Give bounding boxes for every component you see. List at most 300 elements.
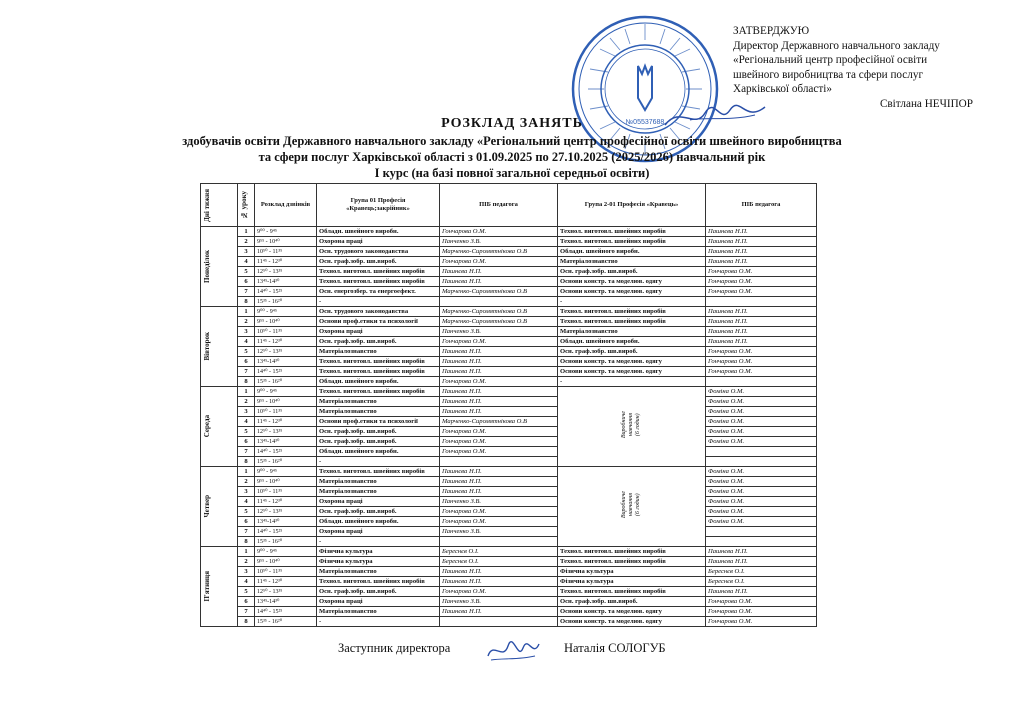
lesson-number: 3 [238, 247, 255, 257]
lesson-time: 9⁵⁵ - 10⁴⁰ [255, 237, 317, 247]
group2-subject: Осн. граф.зобр. шв.вироб. [558, 597, 706, 607]
group1-subject: Технол. виготовл. швейних виробів [317, 367, 440, 377]
group2-teacher: Пашнєва Н.П. [706, 247, 817, 257]
lesson-number: 4 [238, 417, 255, 427]
group2-teacher [706, 447, 817, 457]
lesson-number: 5 [238, 347, 255, 357]
lesson-number: 4 [238, 577, 255, 587]
group2-subject: Основи констр. та моделюв. одягу [558, 367, 706, 377]
approval-line: Директор Державного навчального закладу [733, 39, 940, 52]
lesson-number: 6 [238, 437, 255, 447]
group2-teacher: Фоміна О.М. [706, 407, 817, 417]
lesson-number: 7 [238, 447, 255, 457]
lesson-time: 10⁵⁰ - 11³⁵ [255, 327, 317, 337]
day-name: Понеділок [203, 250, 211, 283]
lesson-time: 12⁵⁰ - 13³⁵ [255, 267, 317, 277]
table-row [201, 477, 817, 487]
group1-subject: Охорона праці [317, 497, 440, 507]
group1-subject: Осн. енергозбер. та енергоефект. [317, 287, 440, 297]
group1-subject: Технол. виготовл. швейних виробів [317, 577, 440, 587]
group1-subject: Осн. граф.зобр. шв.вироб. [317, 587, 440, 597]
group1-subject: Обладн. швейного виробн. [317, 227, 440, 237]
group2-teacher: Фоміна О.М. [706, 507, 817, 517]
group2-teacher: Гончарова О.М. [706, 287, 817, 297]
lesson-time: 14⁴⁰ - 15²⁵ [255, 367, 317, 377]
lesson-time: 12⁵⁰ - 13³⁵ [255, 427, 317, 437]
approval-title: ЗАТВЕРДЖУЮ [733, 25, 810, 37]
group1-teacher [440, 537, 558, 547]
lesson-time: 14⁴⁰ - 15²⁵ [255, 287, 317, 297]
table-row [201, 567, 817, 577]
lesson-number: 1 [238, 227, 255, 237]
table-row [201, 347, 817, 357]
group1-subject: Матеріалознавство [317, 397, 440, 407]
table-row [201, 257, 817, 267]
table-row [201, 617, 817, 627]
group2-teacher: Фоміна О.М. [706, 427, 817, 437]
lesson-time: 11⁴⁵ - 12³⁰ [255, 497, 317, 507]
lesson-number: 4 [238, 257, 255, 267]
group2-teacher: Пашнєва Н.П. [706, 337, 817, 347]
lesson-number: 6 [238, 597, 255, 607]
group1-teacher: Пашнєва Н.П. [440, 577, 558, 587]
lesson-number: 1 [238, 307, 255, 317]
group1-subject: Фізична культура [317, 557, 440, 567]
schedule-table [200, 183, 817, 627]
group2-teacher: Фоміна О.М. [706, 417, 817, 427]
table-row [201, 557, 817, 567]
practice-label: Виробниче навчання (6 годин) [621, 491, 641, 519]
lesson-time: 14⁴⁰ - 15²⁵ [255, 447, 317, 457]
group1-subject: Матеріалознавство [317, 487, 440, 497]
group1-teacher: Марченко-Сиромятнікова О.В [440, 287, 558, 297]
group1-teacher [440, 297, 558, 307]
group2-subject: Технол. виготовл. швейних виробів [558, 317, 706, 327]
group2-teacher: Пашнєва Н.П. [706, 227, 817, 237]
lesson-number: 1 [238, 547, 255, 557]
group1-subject: Матеріалознавство [317, 607, 440, 617]
group1-subject: Технол. виготовл. швейних виробів [317, 387, 440, 397]
lesson-number: 4 [238, 337, 255, 347]
group1-teacher: Гончарова О.М. [440, 437, 558, 447]
lesson-number: 7 [238, 607, 255, 617]
group1-subject: Матеріалознавство [317, 567, 440, 577]
table-row [201, 517, 817, 527]
lesson-number: 1 [238, 467, 255, 477]
group2-teacher: Фоміна О.М. [706, 487, 817, 497]
group1-subject: Обладн. швейного виробн. [317, 447, 440, 457]
table-row [201, 507, 817, 517]
group1-teacher [440, 457, 558, 467]
table-row [201, 397, 817, 407]
lesson-number: 3 [238, 487, 255, 497]
lesson-number: 8 [238, 297, 255, 307]
lesson-number: 8 [238, 537, 255, 547]
group1-subject: Обладн. швейного виробн. [317, 377, 440, 387]
lesson-time: 9⁰⁰ - 9⁴⁵ [255, 387, 317, 397]
group1-teacher: Пашнєва Н.П. [440, 347, 558, 357]
group1-teacher: Пашнєва Н.П. [440, 567, 558, 577]
group2-subject: Фізична культура [558, 567, 706, 577]
lesson-time: 9⁰⁰ - 9⁴⁵ [255, 547, 317, 557]
group2-teacher [706, 537, 817, 547]
table-row [201, 317, 817, 327]
lesson-number: 2 [238, 557, 255, 567]
group1-subject: Охорона праці [317, 237, 440, 247]
lesson-number: 5 [238, 507, 255, 517]
lesson-number: 5 [238, 427, 255, 437]
lesson-number: 3 [238, 567, 255, 577]
group1-teacher: Панченко З.В. [440, 597, 558, 607]
group1-teacher: Гончарова О.М. [440, 587, 558, 597]
group2-subject: Обладн. швейного виробн. [558, 247, 706, 257]
table-row [201, 267, 817, 277]
table-row [201, 597, 817, 607]
group2-teacher: Пашнєва Н.П. [706, 237, 817, 247]
group1-teacher: Гончарова О.М. [440, 227, 558, 237]
lesson-time: 11⁴⁵ - 12³⁰ [255, 577, 317, 587]
group2-teacher: Гончарова О.М. [706, 597, 817, 607]
group2-teacher: Пашнєва Н.П. [706, 547, 817, 557]
group2-teacher: Пашнєва Н.П. [706, 587, 817, 597]
lesson-number: 7 [238, 287, 255, 297]
group1-teacher: Марченко-Сиромятнікова О.В [440, 417, 558, 427]
group1-teacher: Марченко-Сиромятнікова О.В [440, 317, 558, 327]
group1-teacher: Гончарова О.М. [440, 517, 558, 527]
day-cell [201, 387, 238, 467]
group2-teacher: Пашнєва Н.П. [706, 257, 817, 267]
lesson-time: 11⁴⁵ - 12³⁰ [255, 337, 317, 347]
table-row [201, 417, 817, 427]
group1-teacher: Панченко З.В. [440, 327, 558, 337]
table-row [201, 537, 817, 547]
group1-subject: Матеріалознавство [317, 347, 440, 357]
group2-teacher: Гончарова О.М. [706, 357, 817, 367]
group1-subject: Технол. виготовл. швейних виробів [317, 357, 440, 367]
lesson-number: 3 [238, 327, 255, 337]
lesson-number: 3 [238, 407, 255, 417]
lesson-time: 9⁵⁵ - 10⁴⁰ [255, 317, 317, 327]
group2-subject: Технол. виготовл. швейних виробів [558, 307, 706, 317]
group1-teacher: Пашнєва Н.П. [440, 487, 558, 497]
group1-subject: Технол. виготовл. швейних виробів [317, 277, 440, 287]
group1-subject: Фізична культура [317, 547, 440, 557]
lesson-number: 8 [238, 617, 255, 627]
table-row [201, 547, 817, 557]
lesson-number: 2 [238, 317, 255, 327]
group2-subject: Технол. виготовл. швейних виробів [558, 227, 706, 237]
lesson-time: 11⁴⁵ - 12³⁰ [255, 417, 317, 427]
lesson-time: 13⁴⁵-14³⁰ [255, 277, 317, 287]
table-row [201, 407, 817, 417]
group1-teacher: Пашнєва Н.П. [440, 267, 558, 277]
day-name: Вівторок [203, 332, 211, 361]
group2-subject: - [558, 297, 706, 307]
lesson-time: 13⁴⁵-14³⁰ [255, 357, 317, 367]
group2-teacher: Гончарова О.М. [706, 347, 817, 357]
day-name: Четвер [203, 495, 211, 518]
col-day: Дні тижня [201, 184, 238, 227]
lesson-number: 2 [238, 477, 255, 487]
subtitle-line: І курс (на базі повної загальної середньої освіти) [374, 166, 650, 180]
group1-subject: Осн. граф.зобр. шв.вироб. [317, 427, 440, 437]
approval-line: швейного виробництва та сфери послуг [733, 68, 924, 81]
group1-subject: Осн. трудового законодавства [317, 247, 440, 257]
lesson-number: 5 [238, 267, 255, 277]
group1-subject: Охорона праці [317, 327, 440, 337]
table-row [201, 367, 817, 377]
group2-teacher: Фоміна О.М. [706, 397, 817, 407]
table-row [201, 307, 817, 317]
group2-teacher [706, 527, 817, 537]
group1-teacher: Панченко З.В. [440, 497, 558, 507]
group1-teacher: Пашнєва Н.П. [440, 467, 558, 477]
group2-subject: Основи констр. та моделюв. одягу [558, 287, 706, 297]
practice-cell [558, 467, 706, 547]
group2-teacher: Фоміна О.М. [706, 497, 817, 507]
group1-teacher: Гончарова О.М. [440, 337, 558, 347]
approval-signer: Світлана НЕЧІПОР [879, 97, 973, 110]
group2-teacher: Фоміна О.М. [706, 477, 817, 487]
group1-teacher: Пашнєва Н.П. [440, 607, 558, 617]
table-header-row [201, 184, 817, 227]
group1-teacher: Гончарова О.М. [440, 427, 558, 437]
group2-subject: Технол. виготовл. швейних виробів [558, 557, 706, 567]
subtitle-line: та сфери послуг Харківської області з 01.09.2025 по 27.10.2025 (2025/2026) навчальний рік [258, 150, 766, 164]
table-row [201, 357, 817, 367]
group1-subject: Осн. трудового законодавства [317, 307, 440, 317]
group2-teacher: Гончарова О.М. [706, 277, 817, 287]
group1-subject: Осн. граф.зобр. шв.вироб. [317, 437, 440, 447]
group1-subject: Технол. виготовл. швейних виробів [317, 267, 440, 277]
group2-subject: Основи констр. та моделюв. одягу [558, 617, 706, 627]
group1-teacher: Гончарова О.М. [440, 447, 558, 457]
lesson-time: 9⁵⁵ - 10⁴⁰ [255, 477, 317, 487]
lesson-time: 15³⁵ - 16²⁰ [255, 537, 317, 547]
lesson-time: 12⁵⁰ - 13³⁵ [255, 587, 317, 597]
group1-subject: - [317, 537, 440, 547]
group2-teacher [706, 377, 817, 387]
group1-teacher: Панченко З.В. [440, 527, 558, 537]
group1-subject: Осн. граф.зобр. шв.вироб. [317, 337, 440, 347]
col-bells: Розклад дзвінків [255, 184, 317, 227]
footer-name: Наталія СОЛОГУБ [564, 641, 666, 655]
table-row [201, 577, 817, 587]
group2-subject: Технол. виготовл. швейних виробів [558, 547, 706, 557]
lesson-time: 14⁴⁰ - 15²⁵ [255, 607, 317, 617]
group1-teacher: Пашнєва Н.П. [440, 277, 558, 287]
lesson-number: 7 [238, 367, 255, 377]
group1-teacher [440, 617, 558, 627]
lesson-number: 4 [238, 497, 255, 507]
group2-teacher: Фоміна О.М. [706, 517, 817, 527]
group1-subject: Матеріалознавство [317, 477, 440, 487]
group1-subject: Основи проф.етики та психології [317, 317, 440, 327]
approval-line: Харківської області» [733, 83, 832, 95]
table-row [201, 297, 817, 307]
lesson-number: 8 [238, 457, 255, 467]
group2-subject: Технол. виготовл. швейних виробів [558, 237, 706, 247]
group1-teacher: Гончарова О.М. [440, 377, 558, 387]
lesson-time: 10⁵⁰ - 11³⁵ [255, 567, 317, 577]
table-row [201, 337, 817, 347]
table-row [201, 247, 817, 257]
lesson-time: 10⁵⁰ - 11³⁵ [255, 247, 317, 257]
group1-subject: Основи проф.етики та психології [317, 417, 440, 427]
lesson-time: 9⁵⁵ - 10⁴⁰ [255, 557, 317, 567]
table-row [201, 497, 817, 507]
lesson-time: 15³⁵ - 16²⁰ [255, 457, 317, 467]
group1-teacher: Пашнєва Н.П. [440, 407, 558, 417]
table-row [201, 237, 817, 247]
table-row [201, 427, 817, 437]
group2-teacher [706, 457, 817, 467]
group2-subject: Осн. граф.зобр. шв.вироб. [558, 347, 706, 357]
group2-subject: Основи констр. та моделюв. одягу [558, 277, 706, 287]
group1-teacher: Марченко-Сиромятнікова О.В [440, 247, 558, 257]
lesson-time: 9⁵⁵ - 10⁴⁰ [255, 397, 317, 407]
col-teacher1: ПІБ педагога [440, 184, 558, 227]
lesson-time: 9⁰⁰ - 9⁴⁵ [255, 307, 317, 317]
group2-teacher: Фоміна О.М. [706, 467, 817, 477]
lesson-time: 10⁵⁰ - 11³⁵ [255, 487, 317, 497]
lesson-time: 11⁴⁵ - 12³⁰ [255, 257, 317, 267]
group2-subject: Матеріалознавство [558, 257, 706, 267]
table-row [201, 527, 817, 537]
lesson-time: 13⁴⁵-14³⁰ [255, 437, 317, 447]
footer-position: Заступник директора [338, 641, 451, 655]
group1-subject: - [317, 297, 440, 307]
table-row [201, 607, 817, 617]
lesson-time: 13⁴⁵-14³⁰ [255, 517, 317, 527]
approval-line: «Регіональний центр професійної освіти [733, 54, 928, 66]
group1-subject: Осн. граф.зобр. шв.вироб. [317, 257, 440, 267]
table-row [201, 487, 817, 497]
lesson-number: 7 [238, 527, 255, 537]
group2-teacher: Фоміна О.М. [706, 387, 817, 397]
table-row [201, 587, 817, 597]
group1-teacher: Гончарова О.М. [440, 257, 558, 267]
group1-teacher: Пашнєва Н.П. [440, 397, 558, 407]
group2-subject: Технол. виготовл. швейних виробів [558, 587, 706, 597]
lesson-time: 14⁴⁰ - 15²⁵ [255, 527, 317, 537]
group1-teacher: Гончарова О.М. [440, 507, 558, 517]
lesson-time: 15³⁵ - 16²⁰ [255, 297, 317, 307]
lesson-number: 2 [238, 397, 255, 407]
lesson-number: 8 [238, 377, 255, 387]
practice-label: Виробниче навчання (6 годин) [621, 411, 641, 439]
lesson-time: 12⁵⁰ - 13³⁵ [255, 347, 317, 357]
group2-subject: Осн. граф.зобр. шв.вироб. [558, 267, 706, 277]
table-row [201, 377, 817, 387]
group2-subject: Обладн. швейного виробн. [558, 337, 706, 347]
day-name: П'ятниця [203, 571, 211, 602]
group1-teacher: Пашнєва Н.П. [440, 367, 558, 377]
group2-subject: Основи констр. та моделюв. одягу [558, 357, 706, 367]
group2-teacher [706, 297, 817, 307]
group1-subject: Охорона праці [317, 527, 440, 537]
col-group1: Група 01 Професія «Кравець;закрійник» [317, 184, 440, 227]
col-num: № уроку [238, 184, 255, 227]
group1-teacher: Береснєв О.І. [440, 547, 558, 557]
col-teacher2: ПІБ педагога [706, 184, 817, 227]
group1-teacher: Пашнєва Н.П. [440, 477, 558, 487]
col-group2: Група 2-01 Професія «Кравець» [558, 184, 706, 227]
group1-teacher: Панченко З.В. [440, 237, 558, 247]
deputy-signature-icon [483, 636, 543, 666]
group2-teacher: Гончарова О.М. [706, 617, 817, 627]
subtitle-line: здобувачів освіти Державного навчального закладу «Регіональний центр професійної освіти швейного виробництва [182, 134, 842, 148]
lesson-time: 13⁴⁵-14³⁰ [255, 597, 317, 607]
group1-subject: Технол. виготовл. швейних виробів [317, 467, 440, 477]
stamp-code: №05537688 [625, 119, 665, 126]
group1-subject: - [317, 457, 440, 467]
table-row [201, 437, 817, 447]
lesson-time: 15³⁵ - 16²⁰ [255, 617, 317, 627]
group2-teacher: Пашнєва Н.П. [706, 317, 817, 327]
group1-teacher: Марченко-Сиромятнікова О.В [440, 307, 558, 317]
group1-teacher: Пашнєва Н.П. [440, 357, 558, 367]
lesson-time: 15³⁵ - 16²⁰ [255, 377, 317, 387]
group1-subject: Осн. граф.зобр. шв.вироб. [317, 507, 440, 517]
lesson-number: 1 [238, 387, 255, 397]
group1-subject: Обладн. швейного виробн. [317, 517, 440, 527]
lesson-time: 10⁵⁰ - 11³⁵ [255, 407, 317, 417]
group1-subject: - [317, 617, 440, 627]
table-row [201, 387, 817, 397]
group2-teacher: Пашнєва Н.П. [706, 327, 817, 337]
group2-teacher: Пашнєва Н.П. [706, 557, 817, 567]
group2-subject: Фізична культура [558, 577, 706, 587]
group2-subject: - [558, 377, 706, 387]
group1-teacher: Береснєв О.І. [440, 557, 558, 567]
lesson-time: 9⁰⁰ - 9⁴⁵ [255, 227, 317, 237]
lesson-number: 6 [238, 517, 255, 527]
table-row [201, 277, 817, 287]
group2-subject: Основи констр. та моделюв. одягу [558, 607, 706, 617]
day-cell [201, 307, 238, 387]
table-row [201, 467, 817, 477]
lesson-number: 6 [238, 277, 255, 287]
group2-subject: Матеріалознавство [558, 327, 706, 337]
day-cell [201, 467, 238, 547]
group2-teacher: Береснєв О.І. [706, 567, 817, 577]
group2-teacher: Береснєв О.І. [706, 577, 817, 587]
table-row [201, 457, 817, 467]
group1-subject: Охорона праці [317, 597, 440, 607]
lesson-time: 12⁵⁰ - 13³⁵ [255, 507, 317, 517]
practice-cell [558, 387, 706, 467]
table-row [201, 327, 817, 337]
day-name: Середа [203, 415, 211, 438]
day-cell [201, 547, 238, 627]
lesson-number: 2 [238, 237, 255, 247]
group2-teacher: Гончарова О.М. [706, 267, 817, 277]
group1-subject: Матеріалознавство [317, 407, 440, 417]
group2-teacher: Гончарова О.М. [706, 607, 817, 617]
lesson-number: 5 [238, 587, 255, 597]
lesson-number: 6 [238, 357, 255, 367]
group2-teacher: Гончарова О.М. [706, 367, 817, 377]
table-row [201, 447, 817, 457]
lesson-time: 9⁰⁰ - 9⁴⁵ [255, 467, 317, 477]
day-cell [201, 227, 238, 307]
table-row [201, 227, 817, 237]
page-title: РОЗКЛАД ЗАНЯТЬ [441, 116, 583, 131]
group2-teacher: Пашнєва Н.П. [706, 307, 817, 317]
table-row [201, 287, 817, 297]
group1-teacher: Пашнєва Н.П. [440, 387, 558, 397]
